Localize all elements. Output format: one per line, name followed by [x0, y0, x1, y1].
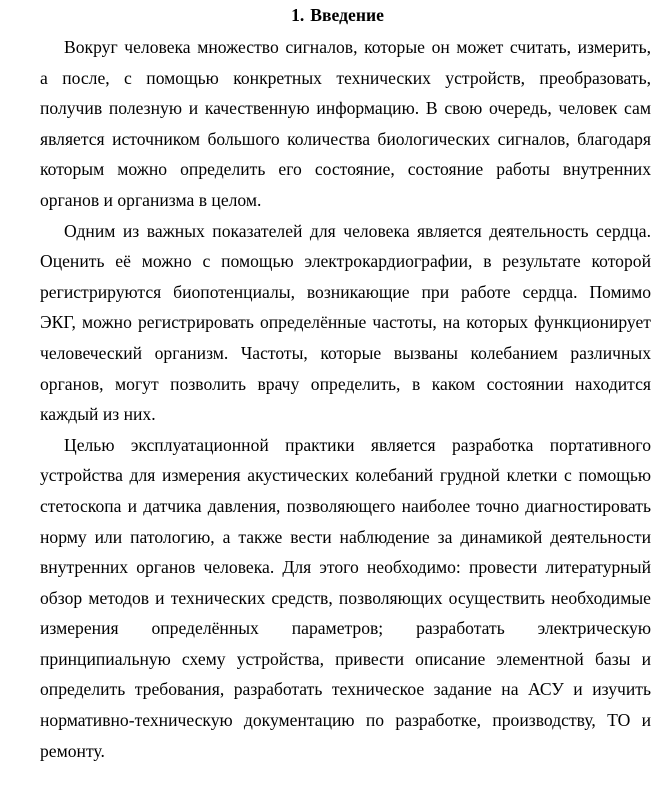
- paragraph-line: принципиальную схему устройства, привести описание элементной базы и: [40, 648, 651, 669]
- paragraph-line: получив полезную и качественную информацию. В свою очередь, человек сам: [40, 98, 651, 119]
- paragraph-line: Целью эксплуатационной практики является разработка портативного: [64, 434, 651, 455]
- paragraph-goal: [16, 430, 651, 767]
- paragraph-line: Одним из важных показателей для человека является деятельность сердца.: [64, 220, 651, 241]
- paragraph-heart: [16, 216, 651, 430]
- paragraph-line: которым можно определить его состояние, состояние работы внутренних: [40, 159, 651, 180]
- paragraph-line: органов и организма в целом.: [40, 189, 262, 210]
- paragraph-line: обзор методов и технических средств, позволяющих осуществить необходимые: [40, 587, 651, 608]
- paragraph-line: а после, с помощью конкретных технических устройств, преобразовать,: [40, 67, 651, 88]
- paragraph-line: человеческий организм. Частоты, которые вызваны колебанием различных: [40, 342, 651, 363]
- section-number: 1.: [291, 5, 305, 25]
- paragraph-line: стетоскопа и датчика давления, позволяющего наиболее точно диагностировать: [40, 495, 651, 516]
- paragraph-line: ремонту.: [40, 740, 105, 761]
- paragraph-line: нормативно-техническую документацию по разработке, производству, ТО и: [40, 710, 651, 731]
- paragraph-line: внутренних органов человека. Для этого необходимо: провести литературный: [40, 557, 651, 578]
- paragraph-line: норму или патологию, а также вести наблюдение за динамикой деятельности: [40, 526, 651, 547]
- paragraph-line: органов, могут позволить врачу определить, в каком состоянии находится: [40, 373, 651, 394]
- paragraph-line: ЭКГ, можно регистрировать определённые частоты, на которых функционирует: [40, 312, 651, 333]
- paragraph-intro: [16, 32, 651, 216]
- document-page: [16, 0, 651, 766]
- section-heading: [16, 4, 651, 26]
- paragraph-line: каждый из них.: [40, 404, 156, 425]
- paragraph-line: является источником большого количества биологических сигналов, благодаря: [40, 128, 651, 149]
- paragraph-line: измерения определённых параметров; разработать электрическую: [40, 618, 651, 639]
- section-title: Введение: [310, 5, 384, 25]
- paragraph-line: устройства для измерения акустических колебаний грудной клетки с помощью: [40, 465, 651, 486]
- paragraph-line: регистрируются биопотенциалы, возникающие при работе сердца. Помимо: [40, 281, 651, 302]
- paragraph-line: определить требования, разработать техническое задание на АСУ и изучить: [40, 679, 651, 700]
- paragraph-line: Вокруг человека множество сигналов, которые он может считать, измерить,: [64, 37, 651, 57]
- paragraph-line: Оценить её можно с помощью электрокардиографии, в результате которой: [40, 251, 651, 272]
